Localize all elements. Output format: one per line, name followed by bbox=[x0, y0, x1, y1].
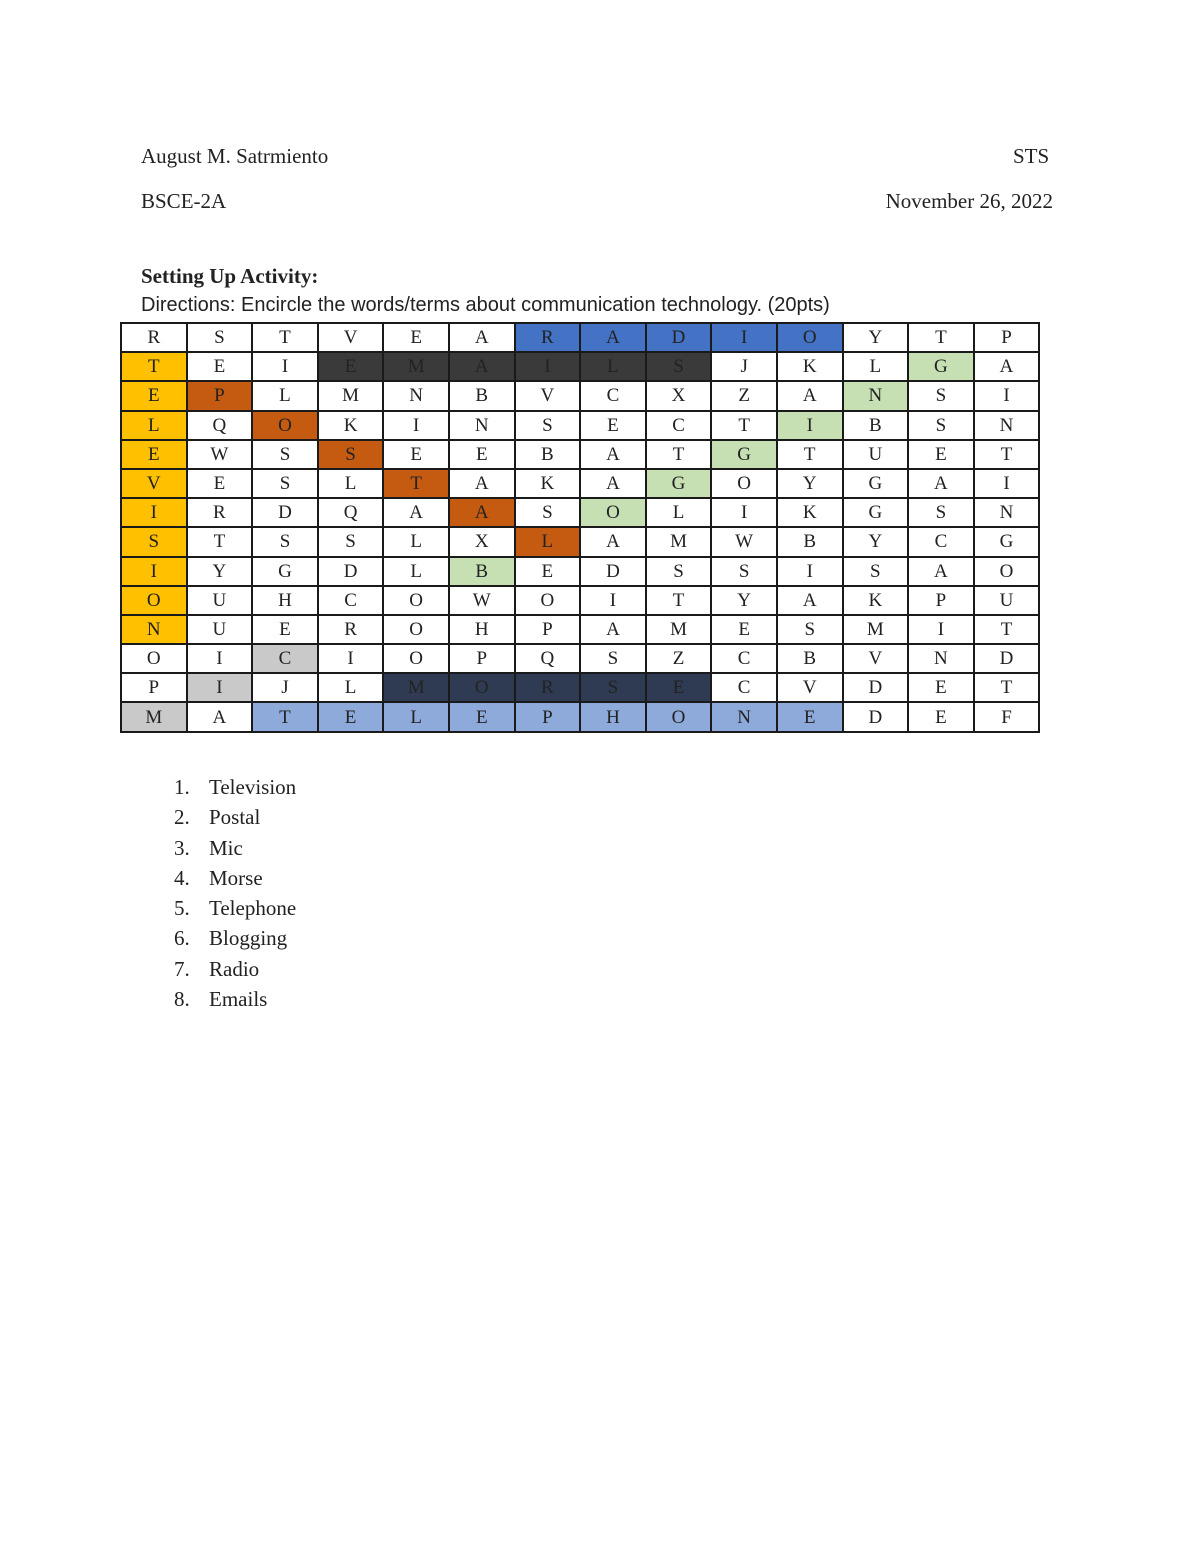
grid-cell[interactable]: C bbox=[252, 644, 318, 673]
grid-cell[interactable]: A bbox=[580, 323, 646, 352]
grid-cell[interactable]: I bbox=[252, 352, 318, 381]
grid-cell[interactable]: S bbox=[252, 469, 318, 498]
grid-cell[interactable]: E bbox=[777, 702, 843, 731]
answer-word: Postal bbox=[209, 805, 261, 830]
grid-cell[interactable]: G bbox=[252, 557, 318, 586]
grid-row bbox=[121, 469, 1039, 498]
grid-cell[interactable]: M bbox=[646, 527, 712, 556]
grid-cell[interactable]: S bbox=[187, 323, 253, 352]
answer-number: 6. bbox=[174, 926, 190, 951]
grid-cell[interactable]: I bbox=[187, 673, 253, 702]
grid-cell[interactable]: C bbox=[646, 411, 712, 440]
student-section: BSCE-2A bbox=[141, 189, 227, 213]
activity-directions: Directions: Encircle the words/terms about communication technology. (20pts) bbox=[141, 294, 830, 316]
grid-cell[interactable]: I bbox=[187, 644, 253, 673]
grid-cell[interactable]: L bbox=[121, 411, 187, 440]
answer-number: 5. bbox=[174, 896, 190, 921]
answer-word: Mic bbox=[209, 835, 243, 860]
grid-cell[interactable]: E bbox=[515, 557, 581, 586]
grid-cell[interactable]: M bbox=[383, 673, 449, 702]
grid-cell[interactable]: V bbox=[777, 673, 843, 702]
grid-cell[interactable]: Q bbox=[187, 411, 253, 440]
grid-cell[interactable]: S bbox=[515, 498, 581, 527]
grid-row bbox=[121, 673, 1039, 702]
grid-cell[interactable]: P bbox=[187, 381, 253, 410]
grid-cell[interactable]: T bbox=[974, 615, 1040, 644]
answer-word: Blogging bbox=[209, 926, 288, 951]
grid-cell[interactable]: A bbox=[580, 440, 646, 469]
grid-cell[interactable]: I bbox=[121, 557, 187, 586]
answer-word: Radio bbox=[209, 956, 260, 981]
grid-cell[interactable]: T bbox=[711, 411, 777, 440]
grid-cell[interactable]: L bbox=[383, 702, 449, 731]
grid-cell[interactable]: I bbox=[515, 352, 581, 381]
grid-cell[interactable]: B bbox=[449, 557, 515, 586]
answer-item bbox=[166, 772, 296, 802]
grid-cell[interactable]: O bbox=[449, 673, 515, 702]
grid-cell[interactable]: Y bbox=[711, 586, 777, 615]
answer-item bbox=[166, 984, 296, 1014]
grid-row bbox=[121, 644, 1039, 673]
grid-cell[interactable]: O bbox=[515, 586, 581, 615]
grid-cell[interactable]: U bbox=[974, 586, 1040, 615]
grid-cell[interactable]: W bbox=[711, 527, 777, 556]
answer-item bbox=[166, 923, 296, 953]
grid-cell[interactable]: A bbox=[449, 469, 515, 498]
grid-cell[interactable]: N bbox=[383, 381, 449, 410]
grid-cell[interactable]: A bbox=[187, 702, 253, 731]
grid-cell[interactable]: Q bbox=[515, 644, 581, 673]
grid-cell[interactable]: I bbox=[777, 557, 843, 586]
grid-cell[interactable]: U bbox=[843, 440, 909, 469]
grid-cell[interactable]: N bbox=[711, 702, 777, 731]
grid-cell[interactable]: I bbox=[318, 644, 384, 673]
grid-cell[interactable]: G bbox=[711, 440, 777, 469]
grid-cell[interactable]: W bbox=[187, 440, 253, 469]
grid-cell[interactable]: E bbox=[187, 469, 253, 498]
grid-cell[interactable]: G bbox=[908, 352, 974, 381]
grid-row bbox=[121, 440, 1039, 469]
grid-cell[interactable]: H bbox=[449, 615, 515, 644]
grid-cell[interactable]: C bbox=[580, 381, 646, 410]
grid-cell[interactable]: C bbox=[711, 644, 777, 673]
grid-cell[interactable]: K bbox=[777, 352, 843, 381]
grid-cell[interactable]: U bbox=[187, 615, 253, 644]
grid-cell[interactable]: G bbox=[646, 469, 712, 498]
grid-cell[interactable]: D bbox=[318, 557, 384, 586]
answer-item bbox=[166, 802, 296, 832]
grid-cell[interactable]: P bbox=[974, 323, 1040, 352]
grid-cell[interactable]: S bbox=[318, 527, 384, 556]
grid-cell[interactable]: E bbox=[318, 352, 384, 381]
grid-cell[interactable]: T bbox=[252, 702, 318, 731]
grid-cell[interactable]: I bbox=[777, 411, 843, 440]
grid-cell[interactable]: L bbox=[252, 381, 318, 410]
grid-cell[interactable]: I bbox=[383, 411, 449, 440]
answer-word: Television bbox=[209, 775, 297, 799]
grid-cell[interactable]: V bbox=[843, 644, 909, 673]
grid-cell[interactable]: A bbox=[777, 381, 843, 410]
grid-cell[interactable]: E bbox=[252, 615, 318, 644]
grid-cell[interactable]: A bbox=[383, 498, 449, 527]
grid-cell[interactable]: M bbox=[383, 352, 449, 381]
activity-heading: Setting Up Activity: bbox=[141, 264, 319, 288]
grid-cell[interactable]: N bbox=[843, 381, 909, 410]
grid-cell[interactable]: Y bbox=[187, 557, 253, 586]
grid-cell[interactable]: D bbox=[646, 323, 712, 352]
grid-cell[interactable]: O bbox=[580, 498, 646, 527]
grid-cell[interactable]: C bbox=[908, 527, 974, 556]
grid-cell[interactable]: B bbox=[515, 440, 581, 469]
grid-cell[interactable]: O bbox=[974, 557, 1040, 586]
grid-cell[interactable]: E bbox=[711, 615, 777, 644]
grid-cell[interactable]: P bbox=[515, 702, 581, 731]
grid-cell[interactable]: Z bbox=[646, 644, 712, 673]
grid-cell[interactable]: G bbox=[974, 527, 1040, 556]
answer-item bbox=[166, 833, 296, 863]
grid-cell[interactable]: S bbox=[318, 440, 384, 469]
grid-cell[interactable]: E bbox=[449, 440, 515, 469]
grid-cell[interactable]: A bbox=[777, 586, 843, 615]
grid-cell[interactable]: T bbox=[777, 440, 843, 469]
grid-cell[interactable]: K bbox=[843, 586, 909, 615]
grid-cell[interactable]: P bbox=[908, 586, 974, 615]
grid-cell[interactable]: T bbox=[974, 440, 1040, 469]
grid-cell[interactable]: W bbox=[449, 586, 515, 615]
grid-row bbox=[121, 615, 1039, 644]
grid-cell[interactable]: J bbox=[252, 673, 318, 702]
grid-cell[interactable]: I bbox=[121, 498, 187, 527]
grid-cell[interactable]: O bbox=[121, 586, 187, 615]
grid-cell[interactable]: I bbox=[580, 586, 646, 615]
grid-cell[interactable]: D bbox=[974, 644, 1040, 673]
grid-cell[interactable]: X bbox=[449, 527, 515, 556]
grid-cell[interactable]: I bbox=[974, 469, 1040, 498]
grid-cell[interactable]: O bbox=[121, 644, 187, 673]
grid-cell[interactable]: S bbox=[580, 644, 646, 673]
grid-cell[interactable]: V bbox=[121, 469, 187, 498]
answer-number: 1. bbox=[174, 775, 190, 799]
grid-cell[interactable]: O bbox=[711, 469, 777, 498]
grid-cell[interactable]: A bbox=[580, 527, 646, 556]
grid-cell[interactable]: E bbox=[646, 673, 712, 702]
grid-cell[interactable]: P bbox=[515, 615, 581, 644]
grid-cell[interactable]: L bbox=[383, 557, 449, 586]
grid-cell[interactable]: S bbox=[515, 411, 581, 440]
grid-cell[interactable]: G bbox=[843, 498, 909, 527]
grid-cell[interactable]: S bbox=[843, 557, 909, 586]
grid-cell[interactable]: O bbox=[646, 702, 712, 731]
grid-cell[interactable]: Q bbox=[318, 498, 384, 527]
grid-cell[interactable]: A bbox=[449, 498, 515, 527]
grid-cell[interactable]: J bbox=[711, 352, 777, 381]
grid-cell[interactable]: N bbox=[974, 411, 1040, 440]
answer-item bbox=[166, 893, 296, 923]
answer-number: 3. bbox=[174, 835, 190, 860]
grid-cell[interactable]: A bbox=[449, 323, 515, 352]
grid-cell[interactable]: C bbox=[711, 673, 777, 702]
grid-cell[interactable]: T bbox=[646, 586, 712, 615]
grid-cell[interactable]: Y bbox=[843, 527, 909, 556]
grid-cell[interactable]: E bbox=[187, 352, 253, 381]
answer-item bbox=[166, 954, 296, 984]
grid-cell[interactable]: R bbox=[515, 323, 581, 352]
grid-cell[interactable]: O bbox=[252, 411, 318, 440]
grid-cell[interactable]: T bbox=[908, 323, 974, 352]
grid-cell[interactable]: L bbox=[318, 469, 384, 498]
grid-cell[interactable]: L bbox=[580, 352, 646, 381]
grid-cell[interactable]: A bbox=[908, 469, 974, 498]
grid-cell[interactable]: T bbox=[187, 527, 253, 556]
grid-cell[interactable]: A bbox=[908, 557, 974, 586]
grid-cell[interactable]: S bbox=[908, 498, 974, 527]
grid-cell[interactable]: K bbox=[777, 498, 843, 527]
grid-row bbox=[121, 586, 1039, 615]
grid-cell[interactable]: N bbox=[449, 411, 515, 440]
grid-cell[interactable]: V bbox=[515, 381, 581, 410]
grid-cell[interactable]: E bbox=[383, 440, 449, 469]
grid-cell[interactable]: R bbox=[121, 323, 187, 352]
grid-cell[interactable]: E bbox=[383, 323, 449, 352]
grid-row bbox=[121, 527, 1039, 556]
grid-row bbox=[121, 702, 1039, 731]
answer-word: Morse bbox=[209, 865, 263, 890]
word-search-grid bbox=[120, 322, 1040, 733]
grid-cell[interactable]: B bbox=[777, 644, 843, 673]
grid-cell[interactable]: M bbox=[646, 615, 712, 644]
grid-cell[interactable]: S bbox=[252, 527, 318, 556]
grid-cell[interactable]: E bbox=[580, 411, 646, 440]
grid-cell[interactable]: I bbox=[711, 323, 777, 352]
grid-cell[interactable]: B bbox=[777, 527, 843, 556]
grid-cell[interactable]: A bbox=[449, 352, 515, 381]
grid-row bbox=[121, 323, 1039, 352]
grid-cell[interactable]: E bbox=[121, 381, 187, 410]
grid-cell[interactable]: S bbox=[777, 615, 843, 644]
answer-item bbox=[166, 863, 296, 893]
grid-cell[interactable]: O bbox=[383, 644, 449, 673]
grid-cell[interactable]: V bbox=[318, 323, 384, 352]
grid-cell[interactable]: E bbox=[908, 673, 974, 702]
grid-cell[interactable]: I bbox=[974, 381, 1040, 410]
grid-cell[interactable]: X bbox=[646, 381, 712, 410]
answer-number: 2. bbox=[174, 805, 190, 830]
grid-cell[interactable]: L bbox=[383, 527, 449, 556]
grid-cell[interactable]: S bbox=[646, 352, 712, 381]
grid-cell[interactable]: R bbox=[187, 498, 253, 527]
grid-row bbox=[121, 498, 1039, 527]
grid-row bbox=[121, 352, 1039, 381]
grid-cell[interactable]: T bbox=[974, 673, 1040, 702]
grid-cell[interactable]: F bbox=[974, 702, 1040, 731]
grid-cell[interactable]: S bbox=[252, 440, 318, 469]
grid-cell[interactable]: A bbox=[974, 352, 1040, 381]
grid-cell[interactable]: I bbox=[711, 498, 777, 527]
grid-cell[interactable]: L bbox=[515, 527, 581, 556]
grid-cell[interactable]: S bbox=[711, 557, 777, 586]
grid-cell[interactable]: N bbox=[908, 644, 974, 673]
grid-cell[interactable]: M bbox=[843, 615, 909, 644]
grid-cell[interactable]: U bbox=[187, 586, 253, 615]
grid-cell[interactable]: D bbox=[843, 673, 909, 702]
grid-cell[interactable]: E bbox=[908, 702, 974, 731]
grid-cell[interactable]: S bbox=[908, 381, 974, 410]
grid-cell[interactable]: R bbox=[515, 673, 581, 702]
grid-cell[interactable]: E bbox=[121, 440, 187, 469]
grid-cell[interactable]: D bbox=[843, 702, 909, 731]
grid-cell[interactable]: R bbox=[318, 615, 384, 644]
grid-cell[interactable]: H bbox=[580, 702, 646, 731]
grid-cell[interactable]: K bbox=[318, 411, 384, 440]
grid-cell[interactable]: H bbox=[252, 586, 318, 615]
grid-row bbox=[121, 411, 1039, 440]
submission-date: November 26, 2022 bbox=[885, 189, 1053, 213]
grid-cell[interactable]: L bbox=[646, 498, 712, 527]
grid-cell[interactable]: C bbox=[318, 586, 384, 615]
answer-number: 7. bbox=[174, 956, 190, 981]
grid-cell[interactable]: E bbox=[318, 702, 384, 731]
grid-cell[interactable]: Y bbox=[843, 323, 909, 352]
grid-cell[interactable]: L bbox=[843, 352, 909, 381]
grid-row bbox=[121, 557, 1039, 586]
grid-cell[interactable]: B bbox=[843, 411, 909, 440]
grid-cell[interactable]: Z bbox=[711, 381, 777, 410]
grid-cell[interactable]: E bbox=[449, 702, 515, 731]
grid-cell[interactable]: K bbox=[515, 469, 581, 498]
grid-cell[interactable]: T bbox=[646, 440, 712, 469]
grid-cell[interactable]: N bbox=[121, 615, 187, 644]
grid-cell[interactable]: A bbox=[580, 615, 646, 644]
grid-row bbox=[121, 381, 1039, 410]
grid-cell[interactable]: T bbox=[383, 469, 449, 498]
grid-cell[interactable]: S bbox=[908, 411, 974, 440]
grid-cell[interactable]: O bbox=[777, 323, 843, 352]
grid-cell[interactable]: N bbox=[974, 498, 1040, 527]
grid-cell[interactable]: T bbox=[252, 323, 318, 352]
grid-cell[interactable]: M bbox=[121, 702, 187, 731]
grid-cell[interactable]: B bbox=[449, 381, 515, 410]
grid-cell[interactable]: S bbox=[121, 527, 187, 556]
grid-cell[interactable]: O bbox=[383, 586, 449, 615]
grid-cell[interactable]: E bbox=[908, 440, 974, 469]
grid-cell[interactable]: S bbox=[580, 673, 646, 702]
grid-cell[interactable]: P bbox=[449, 644, 515, 673]
grid-cell[interactable]: I bbox=[908, 615, 974, 644]
grid-cell[interactable]: L bbox=[318, 673, 384, 702]
answer-number: 4. bbox=[174, 865, 190, 890]
grid-cell[interactable]: S bbox=[646, 557, 712, 586]
answer-number: 8. bbox=[174, 987, 190, 1012]
grid-cell[interactable]: O bbox=[383, 615, 449, 644]
grid-cell[interactable]: M bbox=[318, 381, 384, 410]
grid-cell[interactable]: G bbox=[843, 469, 909, 498]
course-code: STS bbox=[1013, 144, 1050, 168]
grid-cell[interactable]: P bbox=[121, 673, 187, 702]
grid-cell[interactable]: D bbox=[580, 557, 646, 586]
answer-word: Emails bbox=[209, 987, 268, 1012]
grid-cell[interactable]: T bbox=[121, 352, 187, 381]
answer-list bbox=[166, 772, 296, 1014]
student-name: August M. Satrmiento bbox=[141, 144, 329, 168]
answer-word: Telephone bbox=[209, 896, 297, 921]
grid-cell[interactable]: D bbox=[252, 498, 318, 527]
grid-cell[interactable]: Y bbox=[777, 469, 843, 498]
grid-cell[interactable]: A bbox=[580, 469, 646, 498]
